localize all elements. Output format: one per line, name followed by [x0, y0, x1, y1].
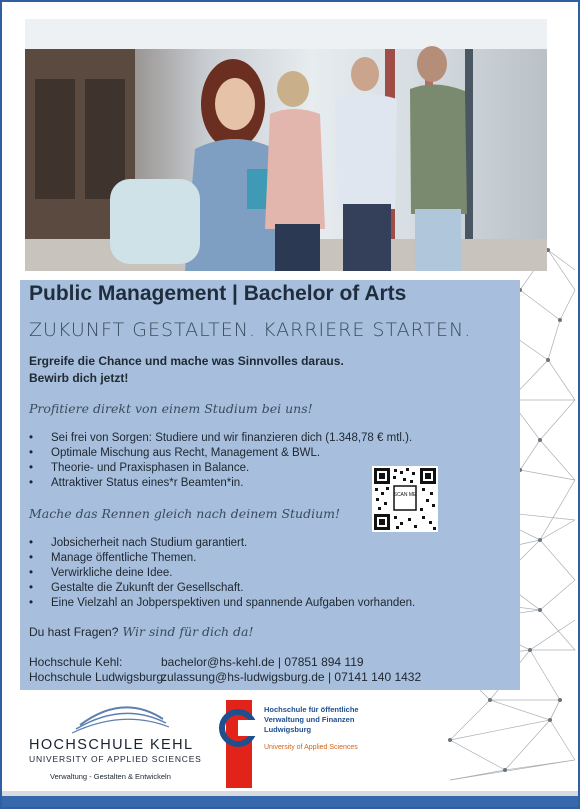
slogan: ZUKUNFT GESTALTEN. KARRIERE STARTEN. [29, 319, 472, 341]
intro-line-2: Bewirb dich jetzt! [29, 371, 129, 385]
contact-row-kehl [29, 655, 421, 670]
list-item: • Gestalte die Zukunft der Gesellschaft. [29, 581, 415, 596]
list-item: • Verwirkliche deine Idee. [29, 566, 415, 581]
career-list [29, 536, 415, 611]
intro-text [29, 353, 344, 387]
section-2-heading: Mache das Rennen gleich nach deinem Studium! [29, 506, 341, 521]
list-item: • Optimale Mischung aus Recht, Management & BWL. [29, 446, 412, 461]
benefits-list [29, 431, 412, 491]
ludwigsburg-logo-line-3: Ludwigsburg [264, 725, 312, 734]
header-photo [25, 19, 547, 271]
ludwigsburg-logo-subtitle: University of Applied Sciences [264, 744, 358, 751]
list-item: • Theorie- und Praxisphasen in Balance. [29, 461, 412, 476]
questions-prefix: Du hast Fragen? [29, 625, 119, 639]
kehl-logo-tagline: Verwaltung - Gestalten & Entwickeln [50, 772, 171, 781]
questions-handwritten: Wir sind für dich da! [122, 624, 254, 639]
contact-info[interactable]: bachelor@hs-kehl.de | 07851 894 119 [161, 655, 364, 669]
contact-info[interactable]: zulassung@hs-ludwigsburg.de | 07141 140 1432 [161, 670, 422, 684]
page-title: Public Management | Bachelor of Arts [29, 282, 407, 305]
ludwigsburg-logo-line-1: Hochschule für öffentliche [264, 705, 359, 714]
kehl-logo-name: HOCHSCHULE KEHL [29, 737, 194, 753]
ludwigsburg-logo-text [264, 705, 359, 735]
list-item: • Sei frei von Sorgen: Studiere und wir finanzieren dich (1.348,78 € mtl.). [29, 431, 412, 446]
contact-row-ludwigsburg [29, 670, 421, 685]
list-item: • Manage öffentliche Themen. [29, 551, 415, 566]
questions-line [29, 624, 254, 639]
qr-label: SCAN ME [393, 492, 417, 498]
ludwigsburg-logo-line-2: Verwaltung und Finanzen [264, 715, 355, 724]
list-item: • Jobsicherheit nach Studium garantiert. [29, 536, 415, 551]
contact-name: Hochschule Ludwigsburg: [29, 670, 167, 684]
contact-name: Hochschule Kehl: [29, 655, 123, 669]
contact-block [29, 655, 421, 685]
qr-code[interactable] [372, 466, 438, 532]
ludwigsburg-logo-icon [214, 706, 262, 750]
kehl-logo-subtitle: UNIVERSITY OF APPLIED SCIENCES [29, 754, 202, 764]
list-item: • Eine Vielzahl an Jobperspektiven und spannende Aufgaben vorhanden. [29, 596, 415, 611]
section-1-heading: Profitiere direkt von einem Studium bei uns! [29, 401, 313, 416]
bottom-gray-bar [2, 791, 578, 796]
intro-line-1: Ergreife die Chance und mache was Sinnvolles daraus. [29, 354, 344, 368]
list-item: • Attraktiver Status eines*r Beamten*in. [29, 476, 412, 491]
